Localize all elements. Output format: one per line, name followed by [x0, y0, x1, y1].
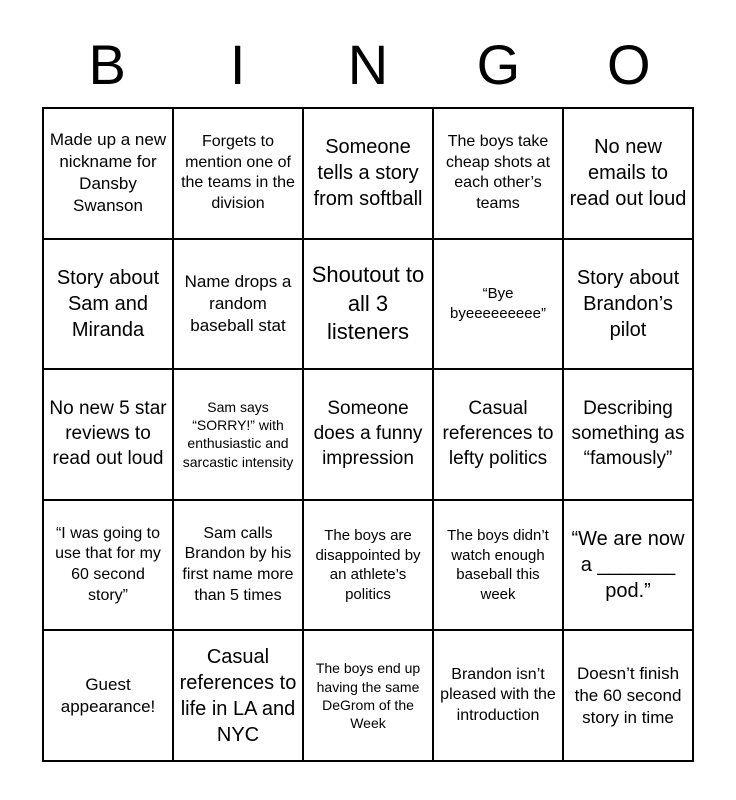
bingo-cell-r2c3[interactable]: [304, 240, 432, 369]
bingo-cell-text: “I was going to use that for my 60 second story”: [55, 524, 161, 604]
title-letter-o: O: [607, 33, 651, 96]
bingo-cell-r4c1[interactable]: [44, 501, 172, 630]
bingo-cell-text: The boys end up having the same DeGrom of the Week: [315, 660, 421, 731]
bingo-cell-text: Doesn’t finish the 60 second story in time: [574, 663, 682, 727]
bingo-cell-text: Forgets to mention one of the teams in the division: [181, 132, 295, 213]
bingo-cell-text: Made up a new nickname for Dansby Swanson: [49, 130, 167, 216]
bingo-cell-r3c5[interactable]: [564, 370, 692, 499]
bingo-cell-text: Guest appearance!: [60, 674, 156, 716]
bingo-cell-text: Shoutout to all 3 listeners: [311, 262, 425, 345]
bingo-cell-text: The boys are disappointed by an athlete’s politics: [315, 527, 421, 603]
bingo-cell-r1c3[interactable]: [304, 109, 432, 238]
bingo-cell-text: Sam calls Brandon by his first name more than 5 times: [182, 524, 294, 604]
bingo-cell-text: Casual references to lefty politics: [442, 398, 554, 469]
bingo-cell-text: Describing something as “famously”: [571, 398, 685, 469]
bingo-cell-r4c4[interactable]: [434, 501, 562, 630]
bingo-cell-text: The boys take cheap shots at each other’s teams: [445, 132, 551, 213]
bingo-cell-text: Story about Brandon’s pilot: [576, 266, 680, 341]
bingo-cell-r3c2[interactable]: [174, 370, 302, 499]
bingo-grid: [42, 107, 694, 762]
bingo-title: [42, 28, 694, 102]
bingo-cell-r4c2[interactable]: [174, 501, 302, 630]
bingo-cell-r5c3[interactable]: [304, 631, 432, 760]
bingo-cell-r1c4[interactable]: [434, 109, 562, 238]
bingo-cell-r1c2[interactable]: [174, 109, 302, 238]
bingo-cell-r4c5[interactable]: [564, 501, 692, 630]
bingo-cell-text: No new 5 star reviews to read out loud: [49, 398, 167, 469]
bingo-cell-text: The boys didn’t watch enough baseball this week: [447, 527, 549, 603]
bingo-cell-r1c5[interactable]: [564, 109, 692, 238]
bingo-cell-text: “We are now a _______ pod.”: [571, 528, 685, 603]
bingo-cell-r3c1[interactable]: [44, 370, 172, 499]
bingo-cell-text: Someone does a funny impression: [313, 398, 423, 469]
bingo-cell-r5c5[interactable]: [564, 631, 692, 760]
bingo-cell-text: Name drops a random baseball stat: [184, 271, 292, 335]
title-letter-n: N: [347, 33, 389, 96]
title-letter-g: G: [476, 33, 521, 96]
bingo-cell-r4c3[interactable]: [304, 501, 432, 630]
bingo-cell-r2c4[interactable]: [434, 240, 562, 369]
bingo-cell-text: Sam says “SORRY!” with enthusiastic and sarcastic intensity: [182, 399, 294, 470]
bingo-cell-r3c4[interactable]: [434, 370, 562, 499]
title-letter-i: I: [229, 33, 246, 96]
title-letter-b: B: [88, 33, 126, 96]
bingo-cell-r3c3[interactable]: [304, 370, 432, 499]
bingo-cell-r2c5[interactable]: [564, 240, 692, 369]
bingo-cell-text: Story about Sam and Miranda: [56, 266, 160, 341]
bingo-cell-r5c4[interactable]: [434, 631, 562, 760]
bingo-cell-text: No new emails to read out loud: [569, 136, 687, 211]
bingo-cell-text: Casual references to life in LA and NYC: [179, 645, 297, 746]
bingo-cell-text: “Bye byeeeeeeeee”: [450, 285, 546, 322]
bingo-cell-r2c1[interactable]: [44, 240, 172, 369]
bingo-cell-r2c2[interactable]: [174, 240, 302, 369]
bingo-cell-r5c1[interactable]: [44, 631, 172, 760]
bingo-cell-text: Someone tells a story from softball: [313, 136, 423, 211]
bingo-cell-r5c2[interactable]: [174, 631, 302, 760]
bingo-cell-text: Brandon isn’t pleased with the introduction: [440, 665, 556, 725]
bingo-cell-r1c1[interactable]: [44, 109, 172, 238]
